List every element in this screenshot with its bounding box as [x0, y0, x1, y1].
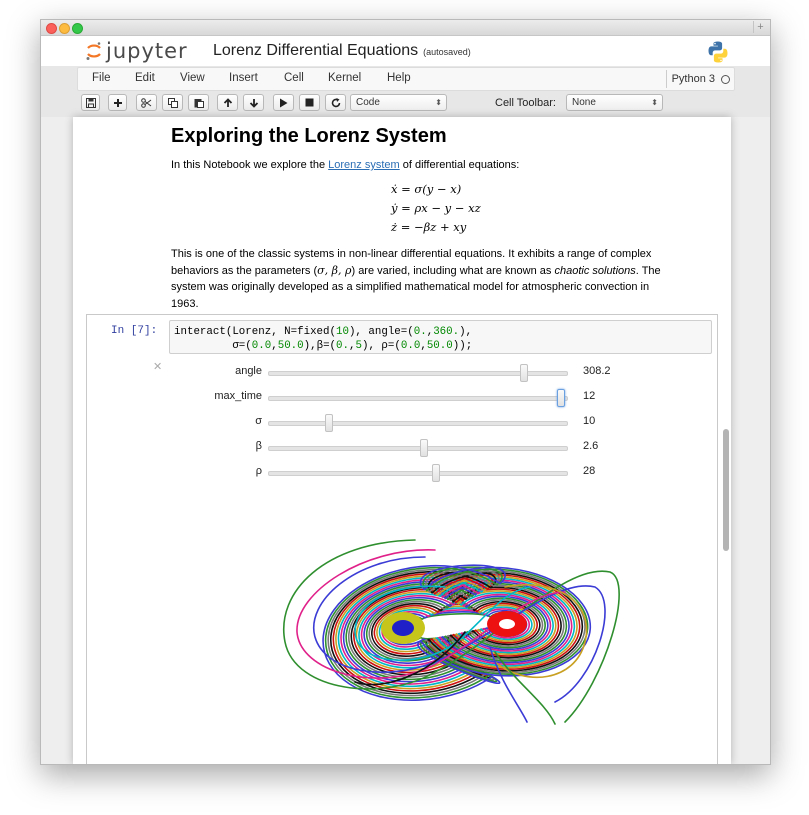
notebook-name[interactable]: Lorenz Differential Equations — [213, 42, 419, 59]
interrupt-button[interactable] — [299, 94, 320, 111]
python-logo-icon — [706, 40, 730, 64]
code-token: ), ρ=( — [361, 340, 401, 352]
menu-view[interactable]: View — [180, 72, 205, 84]
slider-handle[interactable] — [420, 439, 428, 457]
notebook-page — [73, 117, 731, 764]
slider-handle[interactable] — [432, 464, 440, 482]
code-number: 0.0 — [400, 340, 421, 352]
menu-help[interactable]: Help — [387, 72, 411, 84]
notebook-content[interactable] — [41, 117, 770, 764]
move-down-button[interactable] — [243, 94, 264, 111]
intro-text: In this Notebook we explore the — [171, 159, 329, 171]
zoom-window-icon[interactable] — [72, 23, 83, 34]
minimize-window-icon[interactable] — [59, 23, 70, 34]
code-token: , — [349, 340, 356, 352]
cell-type-value: Code — [356, 97, 380, 108]
notebook-title[interactable] — [213, 42, 471, 60]
paste-button[interactable] — [188, 94, 209, 111]
slider-track[interactable] — [268, 471, 568, 476]
menu-file[interactable]: File — [92, 72, 111, 84]
code-number: 0. — [336, 340, 350, 352]
markdown-intro — [171, 159, 519, 171]
kernel-name: Python 3 — [671, 73, 715, 85]
slider-angle — [177, 362, 611, 382]
insert-cell-button[interactable] — [108, 94, 127, 111]
play-icon — [279, 98, 288, 108]
code-token: , — [426, 326, 434, 338]
code-token: )); — [452, 340, 473, 352]
menu-edit[interactable]: Edit — [135, 72, 155, 84]
slider-rho — [177, 462, 597, 482]
notebook-header — [41, 36, 770, 66]
slider-track[interactable] — [268, 421, 568, 426]
code-number: 360. — [433, 326, 460, 338]
code-editor[interactable] — [169, 320, 712, 354]
code-token: ), angle=( — [348, 326, 414, 338]
code-token: ),β=( — [303, 340, 337, 352]
right-wing-core — [499, 619, 515, 629]
code-token: σ=( — [232, 340, 252, 352]
lorenz-equations — [391, 180, 481, 237]
slider-label: ρ — [255, 465, 262, 477]
copy-icon — [168, 98, 178, 108]
scrollbar-thumb[interactable] — [723, 429, 729, 551]
save-button[interactable] — [81, 94, 100, 111]
menu-insert[interactable]: Insert — [229, 72, 258, 84]
code-indent — [174, 340, 232, 352]
slider-value: 2.6 — [583, 440, 599, 452]
code-number: 5 — [355, 340, 362, 352]
description-emphasis: chaotic solutions — [554, 264, 636, 277]
markdown-heading: Exploring the Lorenz System — [171, 125, 447, 147]
code-number: 0.0 — [251, 340, 272, 352]
cell-toolbar-value: None — [572, 97, 596, 108]
equation-z: ż = −βz + xy — [391, 220, 467, 234]
slider-value: 10 — [583, 415, 596, 427]
menu-cell[interactable]: Cell — [284, 72, 304, 84]
cell-type-select[interactable] — [350, 94, 447, 111]
arrow-up-icon — [223, 98, 233, 108]
code-number: 0. — [413, 326, 427, 338]
jupyter-logo-icon — [85, 41, 103, 61]
stop-icon — [305, 98, 314, 107]
code-number: 50.0 — [277, 340, 304, 352]
cut-button[interactable] — [136, 94, 157, 111]
save-icon — [86, 98, 96, 108]
code-token: interact(Lorenz, N=fixed( — [174, 326, 336, 338]
jupyter-logo[interactable] — [85, 40, 188, 62]
slider-label: β — [255, 440, 262, 452]
window-titlebar — [41, 20, 770, 36]
restart-kernel-button[interactable] — [325, 94, 346, 111]
autosave-status: (autosaved) — [423, 47, 471, 57]
slider-max-time — [177, 387, 597, 407]
close-output-icon[interactable]: ✕ — [153, 361, 163, 373]
cell-toolbar-label: Cell Toolbar: — [495, 97, 556, 109]
close-window-icon[interactable] — [46, 23, 57, 34]
slider-track[interactable] — [268, 371, 568, 376]
input-prompt: In [7]: — [111, 325, 158, 337]
description-text-2: ) are varied, including what are known as — [351, 264, 555, 277]
select-arrows-icon: ⬍ — [435, 98, 442, 107]
jupyter-logo-text: jupyter — [106, 39, 188, 63]
description-params: σ, β, ρ — [317, 263, 352, 277]
arrow-down-icon — [249, 98, 259, 108]
slider-label: angle — [235, 365, 262, 377]
kernel-idle-icon — [721, 75, 730, 84]
plus-icon — [113, 98, 123, 108]
slider-value: 28 — [583, 465, 596, 477]
equation-x: ẋ = σ(y − x) — [391, 182, 462, 196]
browser-window — [40, 19, 771, 765]
new-tab-icon[interactable]: + — [753, 21, 767, 33]
copy-button[interactable] — [162, 94, 183, 111]
code-token: ), — [459, 326, 473, 338]
menu-kernel[interactable]: Kernel — [328, 72, 362, 84]
slider-label: σ — [255, 415, 262, 427]
description-text: This is one of the classic systems in non-linear differential equations. It exhibits a range of complex behaviors as the parameters ( — [171, 248, 652, 277]
code-number: 10 — [335, 326, 349, 338]
code-token: , — [420, 340, 427, 352]
slider-value: 12 — [583, 390, 596, 402]
cell-toolbar-select[interactable] — [566, 94, 663, 111]
slider-value: 308.2 — [583, 365, 611, 377]
description-text-3: . The system was originally developed as a simplified mathematical model for atmospheric convection in 1963. — [171, 264, 661, 310]
select-arrows-icon: ⬍ — [651, 98, 658, 107]
lorenz-attractor-plot — [265, 532, 621, 725]
cut-icon — [141, 98, 152, 108]
left-wing-core — [392, 620, 414, 636]
markdown-description — [171, 246, 671, 312]
code-token: , — [271, 340, 278, 352]
slider-handle[interactable] — [557, 389, 565, 407]
slider-sigma — [177, 412, 597, 432]
slider-handle[interactable] — [325, 414, 333, 432]
run-button[interactable] — [273, 94, 294, 111]
notebook-toolbar — [77, 91, 733, 115]
code-number: 50.0 — [426, 340, 453, 352]
intro-text-end: of differential equations: — [399, 159, 520, 171]
restart-icon — [331, 98, 341, 108]
slider-beta — [177, 437, 597, 457]
kernel-indicator — [666, 70, 730, 88]
slider-track[interactable] — [268, 446, 568, 451]
lorenz-system-link[interactable]: Lorenz system — [328, 159, 400, 171]
move-up-button[interactable] — [217, 94, 238, 111]
paste-icon — [194, 98, 204, 108]
equation-y: ẏ = ρx − y − xz — [391, 201, 481, 215]
menu-bar — [77, 67, 735, 91]
slider-label: max_time — [214, 390, 262, 402]
slider-track[interactable] — [268, 396, 568, 401]
slider-handle[interactable] — [520, 364, 528, 382]
